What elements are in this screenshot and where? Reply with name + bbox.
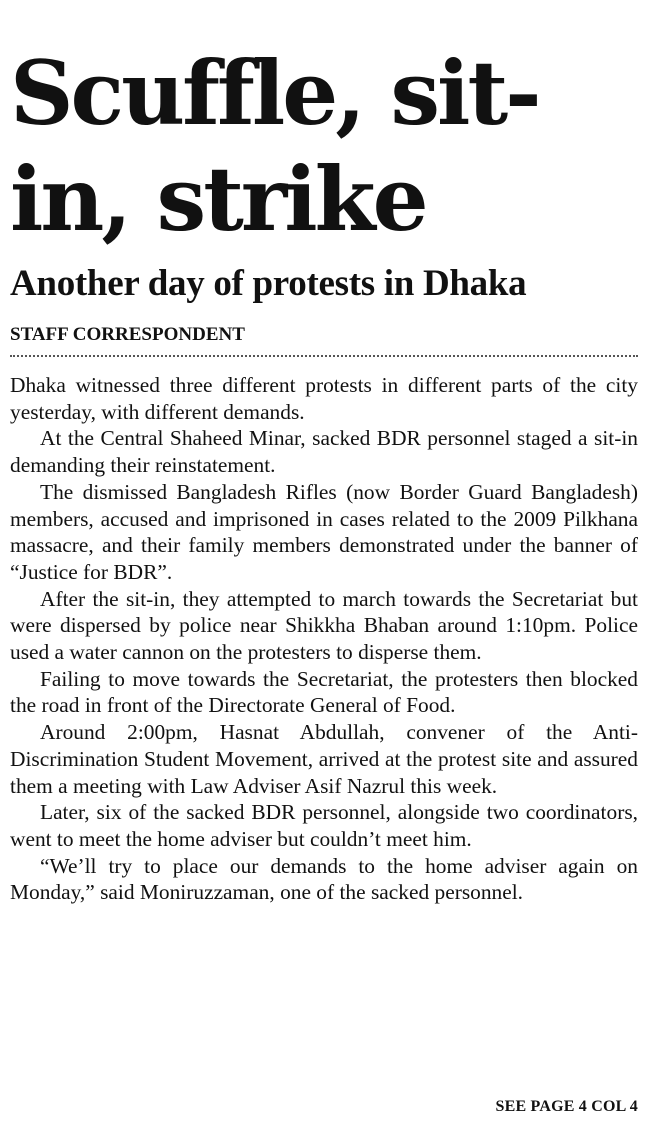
article-body [10,372,638,906]
article-paragraph: Dhaka witnessed three different protests in different parts of the city yesterday, with different demands. [10,373,638,424]
article-paragraph: “We’ll try to place our demands to the home adviser again on Monday,” said Moniruzzaman, one of the sacked personnel. [10,853,638,905]
article-paragraph: Later, six of the sacked BDR personnel, alongside two coordinators, went to meet the home adviser but couldn’t meet him. [10,800,638,851]
article-paragraph: The dismissed Bangladesh Rifles (now Border Guard Bangladesh) members, accused and imprisoned in cases related to the 2009 Pilkhana massacre, and their family members demonstrated under the banner of “Justice for BDR”. [10,479,638,584]
subheadline: Another day of protests in Dhaka [10,263,527,304]
article-paragraph: At the Central Shaheed Minar, sacked BDR personnel staged a sit-in demanding their reinstatement. [10,426,638,478]
article-paragraph: After the sit-in, they attempted to march towards the Secretariat but were dispersed by police near Shikkha Bhaban around 1:10pm. Police used a water cannon on the protesters to disperse them. [10,586,638,665]
continuation-line: SEE PAGE 4 COL 4 [495,1098,638,1115]
article-paragraph: Failing to move towards the Secretariat, the protesters then blocked the road in front of the Directorate General of Food. [10,666,638,718]
article-paragraph: Around 2:00pm, Hasnat Abdullah, convener of the Anti-Discrimination Student Movement, arrived at the protest site and assured them a meeting with Law Adviser Asif Nazrul this week. [10,720,638,798]
byline: STAFF CORRESPONDENT [10,324,245,345]
dotted-divider [10,355,638,357]
headline: Scuffle, sit-in, strike [10,41,539,251]
